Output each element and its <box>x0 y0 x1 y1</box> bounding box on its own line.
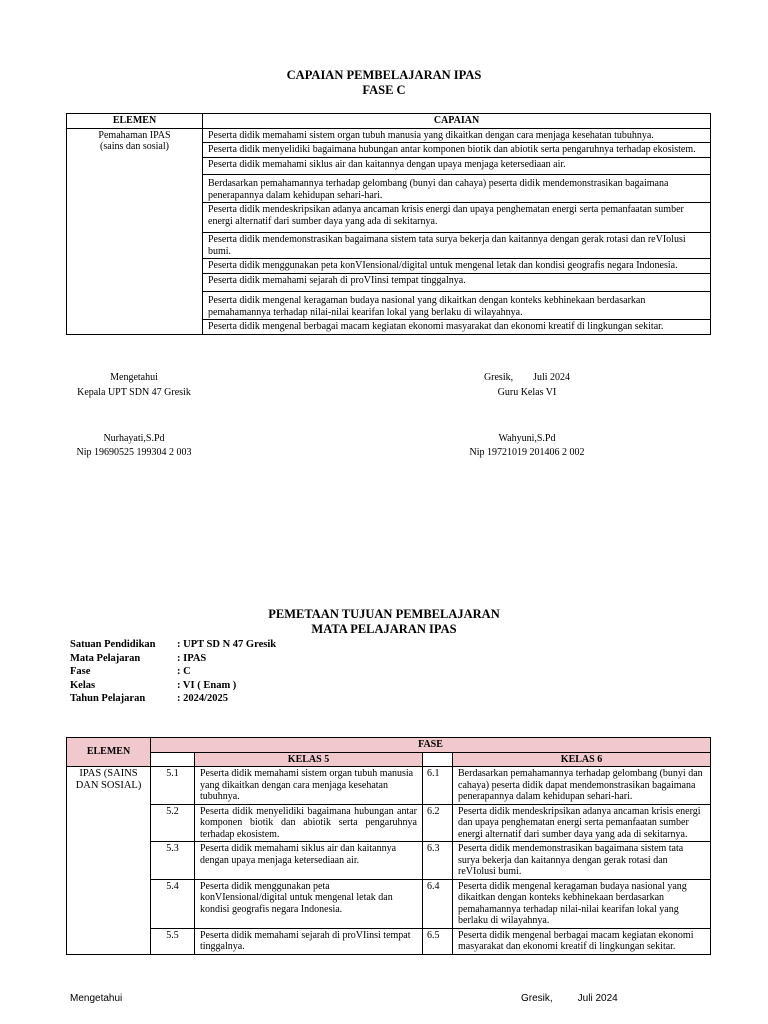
table-row <box>67 879 711 928</box>
tp-subtitle: MATA PELAJARAN IPAS <box>311 622 457 636</box>
footer-left: Mengetahui <box>70 993 123 1004</box>
info-row <box>70 638 276 652</box>
elemen-name: Pemahaman IPAS <box>98 129 171 141</box>
capaian-row: Peserta didik memahami sejarah di proVIinsi tempat tinggalnya. <box>203 273 711 292</box>
info-row <box>70 652 276 666</box>
table-row <box>67 804 711 842</box>
sig-left-label: Mengetahui <box>110 372 158 383</box>
table-row <box>67 842 711 880</box>
info-row <box>70 679 276 693</box>
capaian-row: Berdasarkan pemahamannya terhadap gelombang (bunyi dan cahaya) peserta didik mendemonstrasikan bagaimana penerapannya dalam kehidupan sehari-hari. <box>203 175 711 203</box>
elemen-header: ELEMEN <box>67 114 203 129</box>
sig-left-name: Nurhayati,S.Pd <box>103 433 165 444</box>
tp-number-5: 5.2 <box>151 804 195 842</box>
info-row <box>70 665 276 679</box>
table-row <box>67 928 711 954</box>
tp-desc-5: Peserta didik memahami sistem organ tubuh manusia yang dikaitkan dengan cara menjaga kesehatan tubuhnya. <box>195 767 423 805</box>
info-value: : C <box>177 666 191 677</box>
tp-number-5: 5.4 <box>151 879 195 928</box>
sig-left-nip: Nip 19690525 199304 2 003 <box>76 447 192 458</box>
tp-title: PEMETAAN TUJUAN PEMBELAJARAN <box>268 607 500 621</box>
elemen-scope: (sains dan sosial) <box>100 141 169 152</box>
tp-elemen-name: IPAS (SAINS <box>79 768 138 779</box>
kelas6-header: KELAS 6 <box>453 752 711 767</box>
info-label: Satuan Pendidikan <box>70 639 156 650</box>
tp-desc-6: Peserta didik mendemonstrasikan bagaimana sistem tata surya bekerja dan kaitannya dengan gerak rotasi dan reVIolusi bumi. <box>453 842 711 880</box>
table-row <box>67 767 711 805</box>
info-label: Tahun Pelajaran <box>70 693 146 704</box>
tujuan-table <box>66 737 711 955</box>
tp-desc-5: Peserta didik memahami siklus air dan kaitannya dengan upaya menjaga ketersediaan air. <box>195 842 423 880</box>
capaian-header: CAPAIAN <box>203 114 711 129</box>
elemen-cell <box>67 128 203 334</box>
tp-empty-header <box>423 752 453 767</box>
footer-right: Gresik, Juli 2024 <box>521 993 618 1004</box>
tp-desc-6: Peserta didik mengenal keragaman budaya nasional yang dikaitkan dengan konteks kebhinekaan berdasarkan pemahamannya terhadap nilai-nilai kearifan lokal yang berlaku di wilayahnya. <box>453 879 711 928</box>
capaian-row: Peserta didik menggunakan peta konVIensional/digital untuk mengenal letak dan kondisi geografis negara Indonesia. <box>203 259 711 274</box>
info-label: Fase <box>70 666 91 677</box>
tp-desc-5: Peserta didik memahami sejarah di proVIinsi tempat tinggalnya. <box>195 928 423 954</box>
tp-number-6: 6.4 <box>423 879 453 928</box>
info-value: : IPAS <box>177 652 207 664</box>
tp-desc-5: Peserta didik menyelidiki bagaimana hubungan antar komponen biotik dan abiotik serta pengaruhnya terhadap ekosistem. <box>195 804 423 842</box>
cp-title: CAPAIAN PEMBELAJARAN IPAS <box>286 68 482 82</box>
tp-elemen-cell <box>67 767 151 955</box>
tp-desc-6: Peserta didik mendeskripsikan adanya ancaman krisis energi dan upaya penghematan energi serta pemanfaatan sumber energi alternatif dari sumber daya yang ada di sekitarnya. <box>453 804 711 842</box>
tp-number-5: 5.1 <box>151 767 195 805</box>
info-value: : UPT SD N 47 Gresik <box>177 639 277 650</box>
info-value: : VI ( Enam ) <box>177 679 237 691</box>
capaian-body <box>67 128 711 334</box>
capaian-row: Peserta didik mengenal keragaman budaya nasional yang dikaitkan dengan konteks kebhinekaan berdasarkan pemahamannya terhadap nilai-nilai kearifan lokal yang berlaku di wilayahnya. <box>203 292 711 320</box>
tp-desc-6: Berdasarkan pemahamannya terhadap gelombang (bunyi dan cahaya) peserta didik dapat mendemonstrasikan bagaimana penerapannya dalam kehidupan sehari-hari. <box>453 767 711 805</box>
info-label: Mata Pelajaran <box>70 652 141 664</box>
sig-right-nip: Nip 19721019 201406 2 002 <box>469 447 585 458</box>
tp-number-6: 6.1 <box>423 767 453 805</box>
capaian-row: Peserta didik mengenal berbagai macam kegiatan ekonomi masyarakat dan ekonomi kreatif di lingkungan sekitar. <box>203 320 711 335</box>
tp-elemen-scope: DAN SOSIAL) <box>75 779 142 791</box>
capaian-row: Peserta didik mendemonstrasikan bagaimana sistem tata surya bekerja dan kaitannya dengan gerak rotasi dan reVIolusi bumi. <box>203 233 711 259</box>
tp-number-5: 5.5 <box>151 928 195 954</box>
sig-left-position: Kepala UPT SDN 47 Gresik <box>77 387 191 398</box>
tp-number-6: 6.3 <box>423 842 453 880</box>
tp-desc-6: Peserta didik mengenal berbagai macam kegiatan ekonomi masyarakat dan ekonomi kreatif di lingkungan sekitar. <box>453 928 711 954</box>
tp-number-5: 5.3 <box>151 842 195 880</box>
capaian-row: Peserta didik memahami sistem organ tubuh manusia yang dikaitkan dengan cara menjaga kesehatan tubuhnya. <box>203 128 711 143</box>
tp-fase-header: FASE <box>151 738 711 753</box>
capaian-row: Peserta didik mendeskripsikan adanya ancaman krisis energi dan upaya penghematan energi serta pemanfaatan sumber energi alternatif dari sumber daya yang ada di sekitarnya. <box>203 203 711 233</box>
sig-right-name: Wahyuni,S.Pd <box>498 433 556 444</box>
kelas5-header: KELAS 5 <box>195 752 423 767</box>
tp-number-6: 6.5 <box>423 928 453 954</box>
tp-desc-5: Peserta didik menggunakan peta konVIensional/digital untuk mengenal letak dan kondisi geografis negara Indonesia. <box>195 879 423 928</box>
capaian-row: Peserta didik memahami siklus air dan kaitannya dengan upaya menjaga ketersediaan air. <box>203 157 711 175</box>
capaian-row: Peserta didik menyelidiki bagaimana hubungan antar komponen biotik dan abiotik serta pengaruhnya terhadap ekosistem. <box>203 143 711 158</box>
info-row <box>70 692 276 706</box>
tp-empty-header <box>151 752 195 767</box>
tp-elemen-header: ELEMEN <box>67 738 151 767</box>
tp-info <box>70 638 276 706</box>
cp-subtitle: FASE C <box>362 83 406 97</box>
info-value: : 2024/2025 <box>177 693 229 704</box>
sig-right-date: Gresik, Juli 2024 <box>483 372 571 383</box>
capaian-table <box>66 113 711 335</box>
tp-number-6: 6.2 <box>423 804 453 842</box>
sig-right-position: Guru Kelas VI <box>497 387 557 398</box>
info-label: Kelas <box>70 679 96 691</box>
